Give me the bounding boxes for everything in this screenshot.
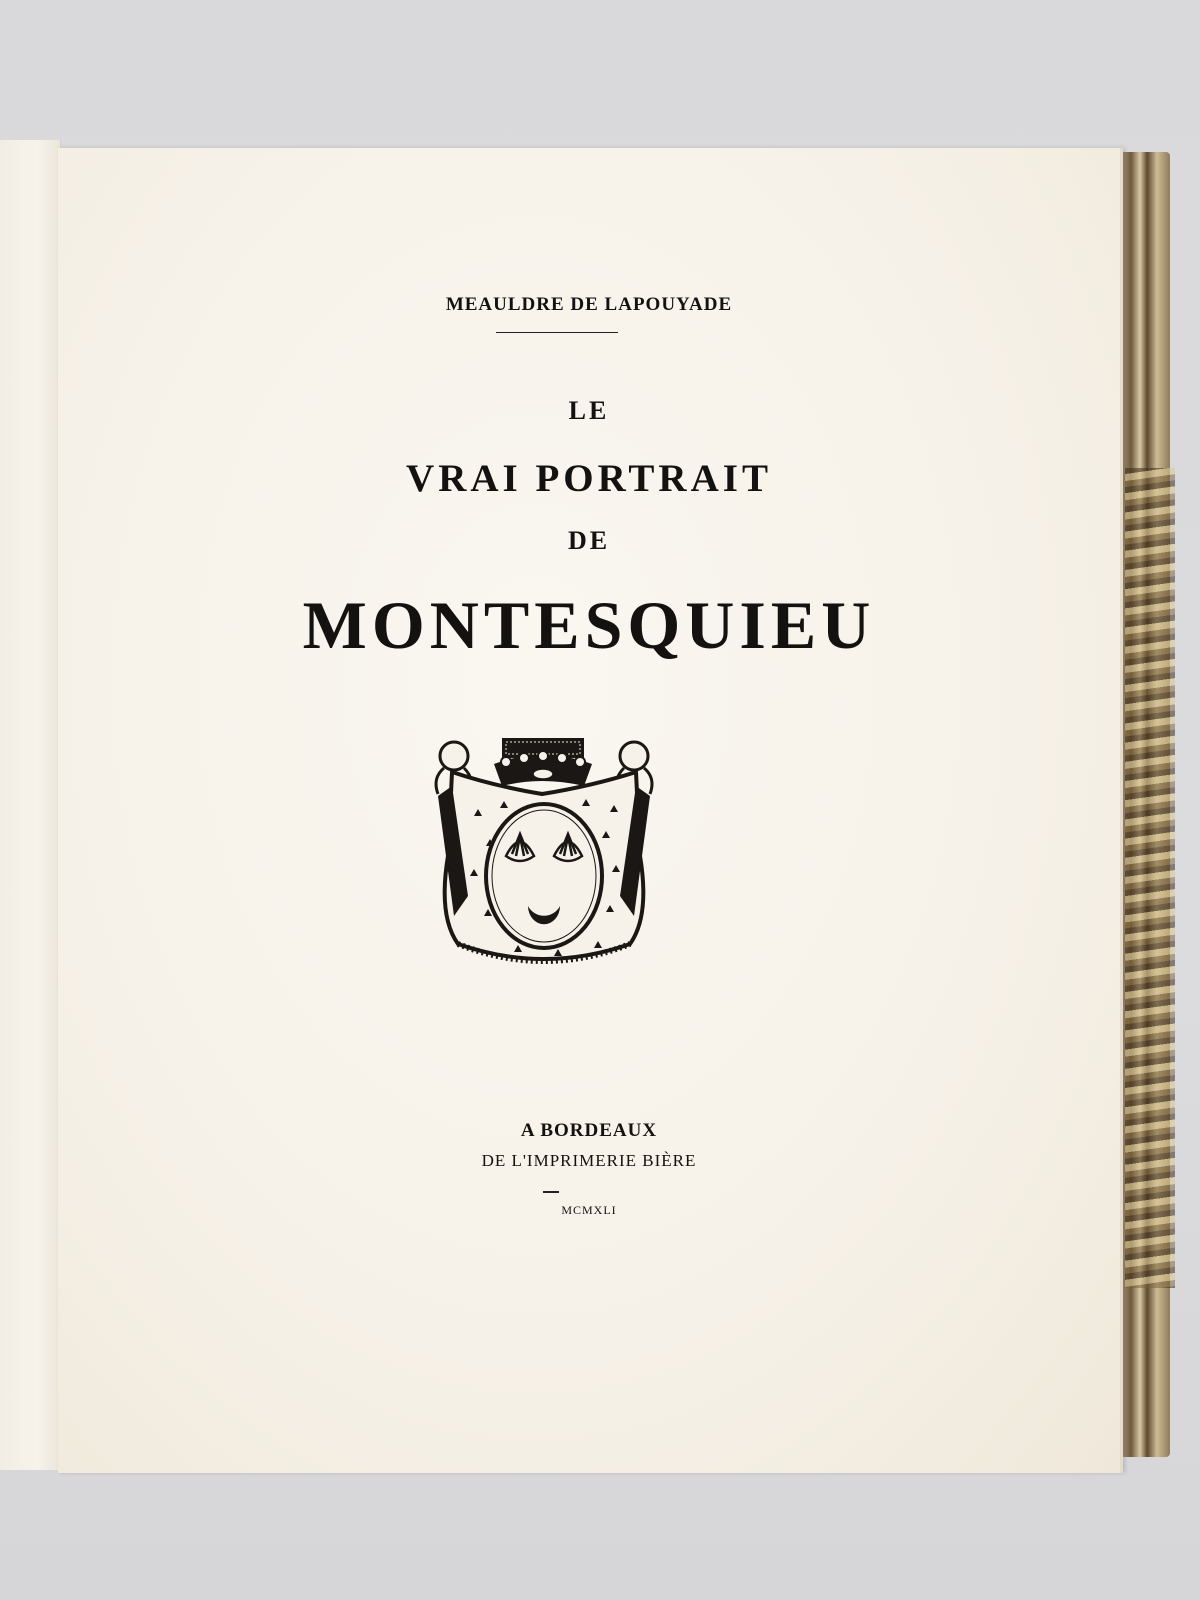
left-page-edge xyxy=(0,140,61,1470)
marbled-endpaper xyxy=(1125,468,1175,1288)
title-line-2: VRAI PORTRAIT xyxy=(406,457,772,500)
coat-of-arms-icon xyxy=(424,716,664,978)
title-page xyxy=(58,148,1123,1473)
author-name: MEAULDRE DE LAPOUYADE xyxy=(445,294,733,315)
imprint-city: A BORDEAUX xyxy=(520,1120,658,1141)
short-divider xyxy=(543,1191,559,1193)
open-book xyxy=(0,128,1175,1478)
title-line-3: DE xyxy=(567,526,611,555)
imprint-year: MCMXLI xyxy=(561,1203,617,1217)
imprint-printer: DE L'IMPRIMERIE BIÈRE xyxy=(481,1151,697,1170)
title-line-1: LE xyxy=(568,396,610,425)
divider-rule xyxy=(496,332,618,333)
title-line-4: MONTESQUIEU xyxy=(302,587,876,663)
